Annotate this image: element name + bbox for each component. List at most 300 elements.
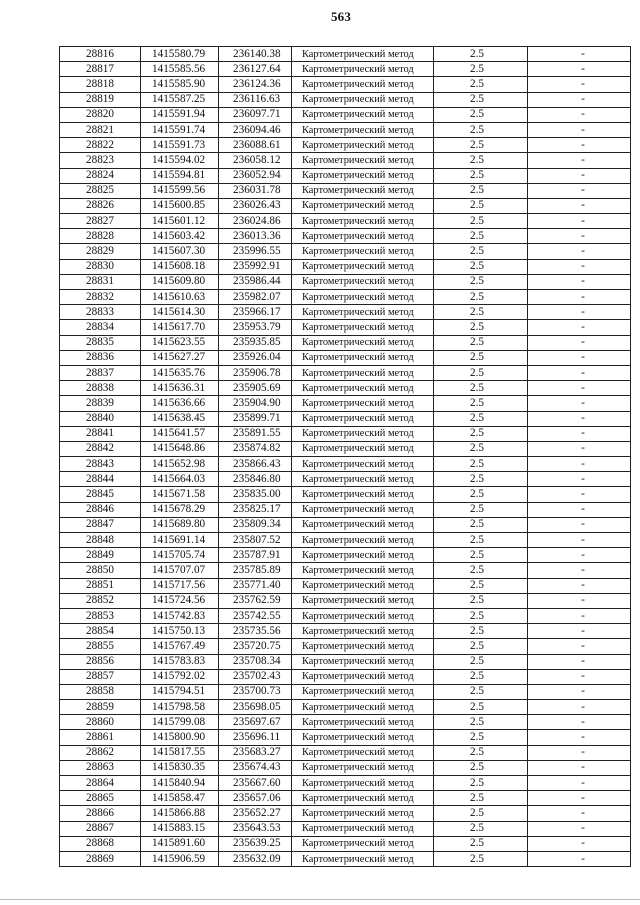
point-number-cell: 28845 [60,487,141,502]
point-number-cell: 28819 [60,92,141,107]
method-cell: Картометрический метод [292,533,434,548]
point-number-cell: 28864 [60,776,141,791]
accuracy-cell: 2.5 [434,517,528,532]
method-cell: Картометрический метод [292,715,434,730]
table-row [60,335,631,350]
accuracy-cell: 2.5 [434,624,528,639]
table-row [60,776,631,791]
table-row [60,168,631,183]
x-coordinate-cell: 1415603.42 [141,229,219,244]
accuracy-cell: 2.5 [434,396,528,411]
coordinates-table [59,46,631,867]
description-cell: - [528,639,631,654]
x-coordinate-cell: 1415608.18 [141,259,219,274]
method-cell: Картометрический метод [292,168,434,183]
point-number-cell: 28849 [60,548,141,563]
accuracy-cell: 2.5 [434,684,528,699]
method-cell: Картометрический метод [292,608,434,623]
method-cell: Картометрический метод [292,183,434,198]
accuracy-cell: 2.5 [434,578,528,593]
x-coordinate-cell: 1415587.25 [141,92,219,107]
table-row [60,563,631,578]
description-cell: - [528,259,631,274]
point-number-cell: 28823 [60,153,141,168]
accuracy-cell: 2.5 [434,426,528,441]
x-coordinate-cell: 1415689.80 [141,517,219,532]
method-cell: Картометрический метод [292,229,434,244]
accuracy-cell: 2.5 [434,305,528,320]
page-number: 563 [330,9,352,24]
method-cell: Картометрический метод [292,487,434,502]
y-coordinate-cell: 235643.53 [219,821,292,836]
accuracy-cell: 2.5 [434,168,528,183]
point-number-cell: 28839 [60,396,141,411]
method-cell: Картометрический метод [292,806,434,821]
x-coordinate-cell: 1415664.03 [141,472,219,487]
accuracy-cell: 2.5 [434,335,528,350]
description-cell: - [528,229,631,244]
accuracy-cell: 2.5 [434,365,528,380]
method-cell: Картометрический метод [292,274,434,289]
y-coordinate-cell: 236031.78 [219,183,292,198]
y-coordinate-cell: 235835.00 [219,487,292,502]
accuracy-cell: 2.5 [434,608,528,623]
accuracy-cell: 2.5 [434,821,528,836]
y-coordinate-cell: 235652.27 [219,806,292,821]
x-coordinate-cell: 1415636.66 [141,396,219,411]
method-cell: Картометрический метод [292,77,434,92]
table-row [60,441,631,456]
y-coordinate-cell: 235899.71 [219,411,292,426]
y-coordinate-cell: 235697.67 [219,715,292,730]
y-coordinate-cell: 236094.46 [219,122,292,137]
point-number-cell: 28829 [60,244,141,259]
description-cell: - [528,851,631,866]
y-coordinate-cell: 235906.78 [219,365,292,380]
y-coordinate-cell: 235953.79 [219,320,292,335]
point-number-cell: 28818 [60,77,141,92]
y-coordinate-cell: 235742.55 [219,608,292,623]
method-cell: Картометрический метод [292,760,434,775]
y-coordinate-cell: 235992.91 [219,259,292,274]
x-coordinate-cell: 1415906.59 [141,851,219,866]
point-number-cell: 28850 [60,563,141,578]
table-row [60,608,631,623]
x-coordinate-cell: 1415767.49 [141,639,219,654]
point-number-cell: 28836 [60,350,141,365]
table-row [60,77,631,92]
method-cell: Картометрический метод [292,776,434,791]
y-coordinate-cell: 235904.90 [219,396,292,411]
accuracy-cell: 2.5 [434,593,528,608]
x-coordinate-cell: 1415792.02 [141,669,219,684]
x-coordinate-cell: 1415585.56 [141,62,219,77]
y-coordinate-cell: 236124.36 [219,77,292,92]
accuracy-cell: 2.5 [434,548,528,563]
y-coordinate-cell: 235996.55 [219,244,292,259]
accuracy-cell: 2.5 [434,62,528,77]
accuracy-cell: 2.5 [434,290,528,305]
point-number-cell: 28821 [60,122,141,137]
table-row [60,745,631,760]
y-coordinate-cell: 235807.52 [219,533,292,548]
table-row [60,183,631,198]
x-coordinate-cell: 1415840.94 [141,776,219,791]
accuracy-cell: 2.5 [434,472,528,487]
x-coordinate-cell: 1415671.58 [141,487,219,502]
description-cell: - [528,548,631,563]
y-coordinate-cell: 235787.91 [219,548,292,563]
table-row [60,624,631,639]
y-coordinate-cell: 235982.07 [219,290,292,305]
x-coordinate-cell: 1415638.45 [141,411,219,426]
x-coordinate-cell: 1415623.55 [141,335,219,350]
description-cell: - [528,138,631,153]
accuracy-cell: 2.5 [434,274,528,289]
y-coordinate-cell: 235771.40 [219,578,292,593]
point-number-cell: 28858 [60,684,141,699]
description-cell: - [528,381,631,396]
description-cell: - [528,396,631,411]
point-number-cell: 28820 [60,107,141,122]
y-coordinate-cell: 236116.63 [219,92,292,107]
y-coordinate-cell: 236013.36 [219,229,292,244]
accuracy-cell: 2.5 [434,107,528,122]
point-number-cell: 28843 [60,457,141,472]
point-number-cell: 28832 [60,290,141,305]
x-coordinate-cell: 1415800.90 [141,730,219,745]
table-row [60,806,631,821]
point-number-cell: 28841 [60,426,141,441]
point-number-cell: 28827 [60,214,141,229]
point-number-cell: 28868 [60,836,141,851]
y-coordinate-cell: 236024.86 [219,214,292,229]
point-number-cell: 28816 [60,47,141,62]
table-row [60,684,631,699]
table-row [60,411,631,426]
description-cell: - [528,654,631,669]
y-coordinate-cell: 235762.59 [219,593,292,608]
method-cell: Картометрический метод [292,669,434,684]
table-row [60,153,631,168]
description-cell: - [528,684,631,699]
x-coordinate-cell: 1415678.29 [141,502,219,517]
point-number-cell: 28861 [60,730,141,745]
description-cell: - [528,153,631,168]
method-cell: Картометрический метод [292,198,434,213]
y-coordinate-cell: 236026.43 [219,198,292,213]
point-number-cell: 28822 [60,138,141,153]
point-number-cell: 28865 [60,791,141,806]
description-cell: - [528,487,631,502]
description-cell: - [528,426,631,441]
description-cell: - [528,563,631,578]
accuracy-cell: 2.5 [434,153,528,168]
point-number-cell: 28866 [60,806,141,821]
description-cell: - [528,365,631,380]
accuracy-cell: 2.5 [434,122,528,137]
table-row [60,350,631,365]
accuracy-cell: 2.5 [434,654,528,669]
accuracy-cell: 2.5 [434,457,528,472]
description-cell: - [528,441,631,456]
y-coordinate-cell: 235639.25 [219,836,292,851]
point-number-cell: 28824 [60,168,141,183]
table-row [60,396,631,411]
point-number-cell: 28857 [60,669,141,684]
point-number-cell: 28837 [60,365,141,380]
y-coordinate-cell: 235926.04 [219,350,292,365]
point-number-cell: 28842 [60,441,141,456]
point-number-cell: 28817 [60,62,141,77]
description-cell: - [528,168,631,183]
table-row [60,229,631,244]
x-coordinate-cell: 1415648.86 [141,441,219,456]
x-coordinate-cell: 1415891.60 [141,836,219,851]
method-cell: Картометрический метод [292,472,434,487]
point-number-cell: 28847 [60,517,141,532]
accuracy-cell: 2.5 [434,700,528,715]
x-coordinate-cell: 1415610.63 [141,290,219,305]
y-coordinate-cell: 235720.75 [219,639,292,654]
y-coordinate-cell: 235696.11 [219,730,292,745]
method-cell: Картометрический метод [292,836,434,851]
method-cell: Картометрический метод [292,624,434,639]
y-coordinate-cell: 236140.38 [219,47,292,62]
x-coordinate-cell: 1415717.56 [141,578,219,593]
method-cell: Картометрический метод [292,639,434,654]
method-cell: Картометрический метод [292,305,434,320]
x-coordinate-cell: 1415594.81 [141,168,219,183]
method-cell: Картометрический метод [292,62,434,77]
accuracy-cell: 2.5 [434,441,528,456]
description-cell: - [528,290,631,305]
description-cell: - [528,214,631,229]
y-coordinate-cell: 236058.12 [219,153,292,168]
point-number-cell: 28852 [60,593,141,608]
method-cell: Картометрический метод [292,396,434,411]
point-number-cell: 28848 [60,533,141,548]
table-row [60,730,631,745]
accuracy-cell: 2.5 [434,669,528,684]
description-cell: - [528,836,631,851]
x-coordinate-cell: 1415817.55 [141,745,219,760]
point-number-cell: 28863 [60,760,141,775]
method-cell: Картометрический метод [292,745,434,760]
accuracy-cell: 2.5 [434,533,528,548]
x-coordinate-cell: 1415783.83 [141,654,219,669]
point-number-cell: 28869 [60,851,141,866]
x-coordinate-cell: 1415580.79 [141,47,219,62]
y-coordinate-cell: 235905.69 [219,381,292,396]
accuracy-cell: 2.5 [434,47,528,62]
accuracy-cell: 2.5 [434,760,528,775]
accuracy-cell: 2.5 [434,487,528,502]
point-number-cell: 28860 [60,715,141,730]
x-coordinate-cell: 1415883.15 [141,821,219,836]
x-coordinate-cell: 1415614.30 [141,305,219,320]
description-cell: - [528,578,631,593]
y-coordinate-cell: 236127.64 [219,62,292,77]
table-row [60,138,631,153]
method-cell: Картометрический метод [292,791,434,806]
accuracy-cell: 2.5 [434,730,528,745]
table-row [60,244,631,259]
x-coordinate-cell: 1415794.51 [141,684,219,699]
table-row [60,487,631,502]
table-row [60,517,631,532]
point-number-cell: 28846 [60,502,141,517]
point-number-cell: 28825 [60,183,141,198]
description-cell: - [528,350,631,365]
description-cell: - [528,533,631,548]
table-row [60,290,631,305]
point-number-cell: 28834 [60,320,141,335]
y-coordinate-cell: 235632.09 [219,851,292,866]
method-cell: Картометрический метод [292,851,434,866]
point-number-cell: 28835 [60,335,141,350]
x-coordinate-cell: 1415600.85 [141,198,219,213]
table-row [60,548,631,563]
y-coordinate-cell: 235683.27 [219,745,292,760]
accuracy-cell: 2.5 [434,183,528,198]
x-coordinate-cell: 1415627.27 [141,350,219,365]
description-cell: - [528,821,631,836]
accuracy-cell: 2.5 [434,715,528,730]
accuracy-cell: 2.5 [434,851,528,866]
description-cell: - [528,411,631,426]
description-cell: - [528,335,631,350]
table-row [60,836,631,851]
x-coordinate-cell: 1415691.14 [141,533,219,548]
description-cell: - [528,730,631,745]
accuracy-cell: 2.5 [434,214,528,229]
coordinates-table-body [60,47,631,867]
y-coordinate-cell: 235874.82 [219,441,292,456]
method-cell: Картометрический метод [292,214,434,229]
description-cell: - [528,62,631,77]
table-row [60,320,631,335]
accuracy-cell: 2.5 [434,198,528,213]
point-number-cell: 28838 [60,381,141,396]
method-cell: Картометрический метод [292,563,434,578]
method-cell: Картометрический метод [292,320,434,335]
method-cell: Картометрический метод [292,457,434,472]
x-coordinate-cell: 1415858.47 [141,791,219,806]
table-row [60,47,631,62]
method-cell: Картометрический метод [292,821,434,836]
x-coordinate-cell: 1415591.74 [141,122,219,137]
accuracy-cell: 2.5 [434,411,528,426]
description-cell: - [528,305,631,320]
y-coordinate-cell: 236088.61 [219,138,292,153]
x-coordinate-cell: 1415641.57 [141,426,219,441]
point-number-cell: 28830 [60,259,141,274]
point-number-cell: 28867 [60,821,141,836]
method-cell: Картометрический метод [292,365,434,380]
description-cell: - [528,791,631,806]
point-number-cell: 28851 [60,578,141,593]
method-cell: Картометрический метод [292,593,434,608]
accuracy-cell: 2.5 [434,745,528,760]
method-cell: Картометрический метод [292,290,434,305]
table-row [60,669,631,684]
x-coordinate-cell: 1415799.08 [141,715,219,730]
y-coordinate-cell: 235866.43 [219,457,292,472]
y-coordinate-cell: 235986.44 [219,274,292,289]
table-row [60,760,631,775]
table-row [60,472,631,487]
table-row [60,381,631,396]
description-cell: - [528,183,631,198]
description-cell: - [528,517,631,532]
method-cell: Картометрический метод [292,426,434,441]
x-coordinate-cell: 1415724.56 [141,593,219,608]
x-coordinate-cell: 1415652.98 [141,457,219,472]
table-row [60,274,631,289]
description-cell: - [528,608,631,623]
point-number-cell: 28859 [60,700,141,715]
point-number-cell: 28862 [60,745,141,760]
table-row [60,715,631,730]
y-coordinate-cell: 235657.06 [219,791,292,806]
description-cell: - [528,472,631,487]
description-cell: - [528,198,631,213]
method-cell: Картометрический метод [292,335,434,350]
description-cell: - [528,244,631,259]
y-coordinate-cell: 235935.85 [219,335,292,350]
accuracy-cell: 2.5 [434,563,528,578]
accuracy-cell: 2.5 [434,244,528,259]
method-cell: Картометрический метод [292,517,434,532]
table-row [60,821,631,836]
method-cell: Картометрический метод [292,381,434,396]
y-coordinate-cell: 235667.60 [219,776,292,791]
description-cell: - [528,624,631,639]
point-number-cell: 28833 [60,305,141,320]
y-coordinate-cell: 235825.17 [219,502,292,517]
accuracy-cell: 2.5 [434,776,528,791]
table-row [60,578,631,593]
method-cell: Картометрический метод [292,441,434,456]
x-coordinate-cell: 1415635.76 [141,365,219,380]
table-row [60,214,631,229]
method-cell: Картометрический метод [292,548,434,563]
x-coordinate-cell: 1415599.56 [141,183,219,198]
description-cell: - [528,502,631,517]
x-coordinate-cell: 1415617.70 [141,320,219,335]
description-cell: - [528,274,631,289]
x-coordinate-cell: 1415601.12 [141,214,219,229]
point-number-cell: 28831 [60,274,141,289]
description-cell: - [528,760,631,775]
table-row [60,593,631,608]
method-cell: Картометрический метод [292,153,434,168]
description-cell: - [528,745,631,760]
y-coordinate-cell: 236052.94 [219,168,292,183]
method-cell: Картометрический метод [292,92,434,107]
x-coordinate-cell: 1415636.31 [141,381,219,396]
x-coordinate-cell: 1415594.02 [141,153,219,168]
accuracy-cell: 2.5 [434,791,528,806]
accuracy-cell: 2.5 [434,229,528,244]
method-cell: Картометрический метод [292,259,434,274]
description-cell: - [528,107,631,122]
table-row [60,92,631,107]
table-row [60,122,631,137]
table-row [60,457,631,472]
point-number-cell: 28826 [60,198,141,213]
